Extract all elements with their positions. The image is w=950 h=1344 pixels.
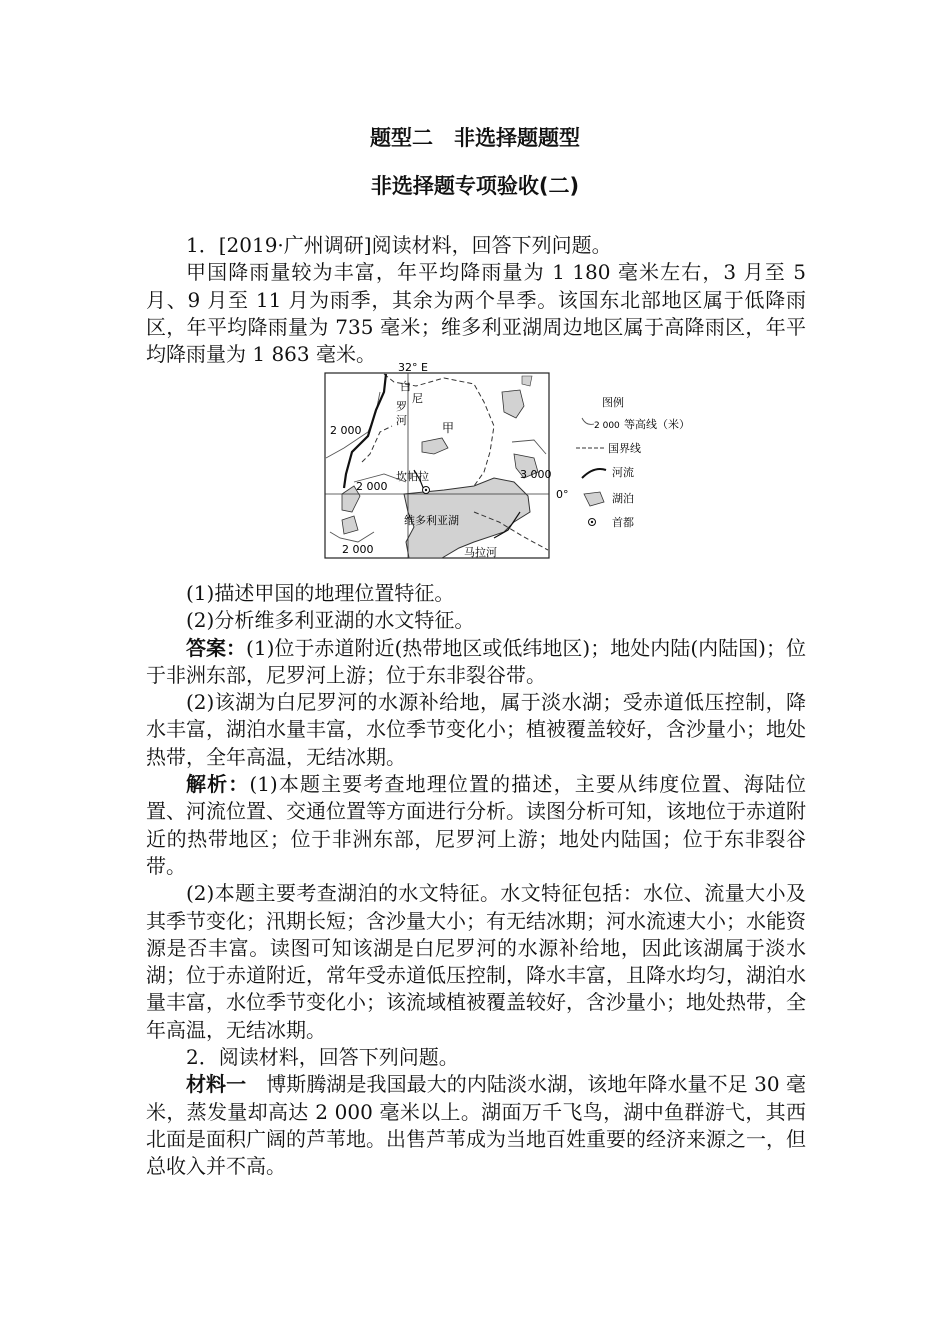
q1-sub1: (1)描述甲国的地理位置特征。	[186, 581, 455, 605]
legend-river-label: 河流	[612, 466, 634, 479]
q1-answer2: (2)该湖为白尼罗河的水源补给地，属于淡水湖；受赤道低压控制，降水丰富，湖泊水量丰富，水位季节变化小；植被覆盖较好，含沙量小；地处热带，全年高温，无结冰期。	[146, 690, 806, 769]
q2-stem: 2．阅读材料，回答下列问题。	[186, 1045, 459, 1070]
legend-border-label: 国界线	[608, 442, 641, 455]
contour-value-label: 2 000	[330, 424, 362, 437]
legend-contour-icon	[582, 418, 594, 424]
answer-1-text: (1)位于赤道附近(热带地区或低纬地区)；地处内陆(内陆国)；位于非洲东部，尼罗河上游；位于东非裂谷带。	[146, 635, 806, 687]
q1-stem: 1．[2019·广州调研]阅读材料，回答下列问题。	[186, 233, 612, 257]
river-label-4: 河	[396, 414, 407, 427]
q1-analysis2: (2)本题主要考查湖泊的水文特征。水文特征包括：水位、流量大小及其季节变化；汛期长短；含沙量大小；有无结冰期；河水流速大小；水能资源是否丰富。读图可知该湖是白尼罗河的水源补给地，因此该湖属于淡水湖；位于赤道附近，常年受赤道低压控制，降水丰富，且降水均匀，湖泊水量丰富，水位季节变化小；该流域植被覆盖较好，含沙量小；地处热带，全年高温，无结冰期。	[146, 881, 806, 1042]
victoria-lake-map	[324, 362, 704, 560]
river-label-1: 白	[400, 380, 411, 393]
legend-contour-value: 2 000	[594, 421, 620, 431]
contour-value-label: 3 000	[520, 468, 552, 481]
material-label: 材料一	[186, 1072, 247, 1097]
capital-label: 坎帕拉	[396, 470, 429, 483]
legend-capital-label: 首都	[612, 516, 634, 529]
mara-river-label: 马拉河	[464, 546, 497, 559]
latitude-label: 0°	[556, 488, 569, 501]
legend-contour-label: 等高线（米）	[624, 418, 690, 431]
lake-label: 维多利亚湖	[404, 514, 459, 527]
legend-river-icon	[582, 469, 606, 478]
analysis-label: 解析：	[186, 772, 250, 797]
contour-value-label: 2 000	[342, 543, 374, 556]
q1-sub2: (2)分析维多利亚湖的水文特征。	[186, 608, 475, 633]
longitude-label: 32° E	[398, 362, 428, 374]
legend-title: 图例	[602, 396, 624, 409]
q1-top	[146, 232, 806, 368]
page-title: 非选择题专项验收(二)	[370, 174, 580, 198]
q1-analysis1	[146, 771, 806, 880]
q1-bottom	[146, 580, 806, 1181]
q1-material: 甲国降雨量较为丰富，年平均降雨量为 1 180 毫米左右，3 月至 5 月、9 月至 11 月为雨季，其余为两个旱季。该国东北部地区属于低降雨区，年平均降雨量为 735 毫米；维多利亚湖周边地区属于高降雨区，年平均降雨量为 1 863 毫米。	[146, 260, 806, 367]
analysis-1-text: (1)本题主要考查地理位置的描述，主要从纬度位置、海陆位置、河流位置、交通位置等方面进行分析。读图分析可知，该地位于赤道附近的热带地区；位于非洲东部，尼罗河上游；地处内陆国；位于东非裂谷带。	[146, 772, 807, 878]
legend-lake-label: 湖泊	[612, 492, 634, 505]
river-label-2: 尼	[412, 392, 423, 405]
river-label-3: 罗	[396, 400, 407, 413]
capital-dot	[425, 489, 427, 491]
contour-value-label: 2 000	[356, 480, 388, 493]
material-text: 博斯腾湖是我国最大的内陆淡水湖，该地年降水量不足 30 毫米，蒸发量却高达 2 000 毫米以上。湖面万千飞鸟，湖中鱼群游弋，其西北面是面积广阔的芦苇地。出售芦苇成为当地百姓重要的经济来源之一，但总收入并不高。	[146, 1072, 806, 1179]
lake-small	[522, 376, 532, 386]
answer-label: 答案：	[186, 635, 247, 660]
q1-answer1	[146, 635, 806, 690]
q2-material	[146, 1071, 806, 1180]
map-legend	[576, 395, 690, 529]
legend-lake-icon	[584, 492, 604, 506]
section-title: 题型二 非选择题题型	[370, 126, 580, 150]
country-label: 甲	[442, 421, 455, 435]
